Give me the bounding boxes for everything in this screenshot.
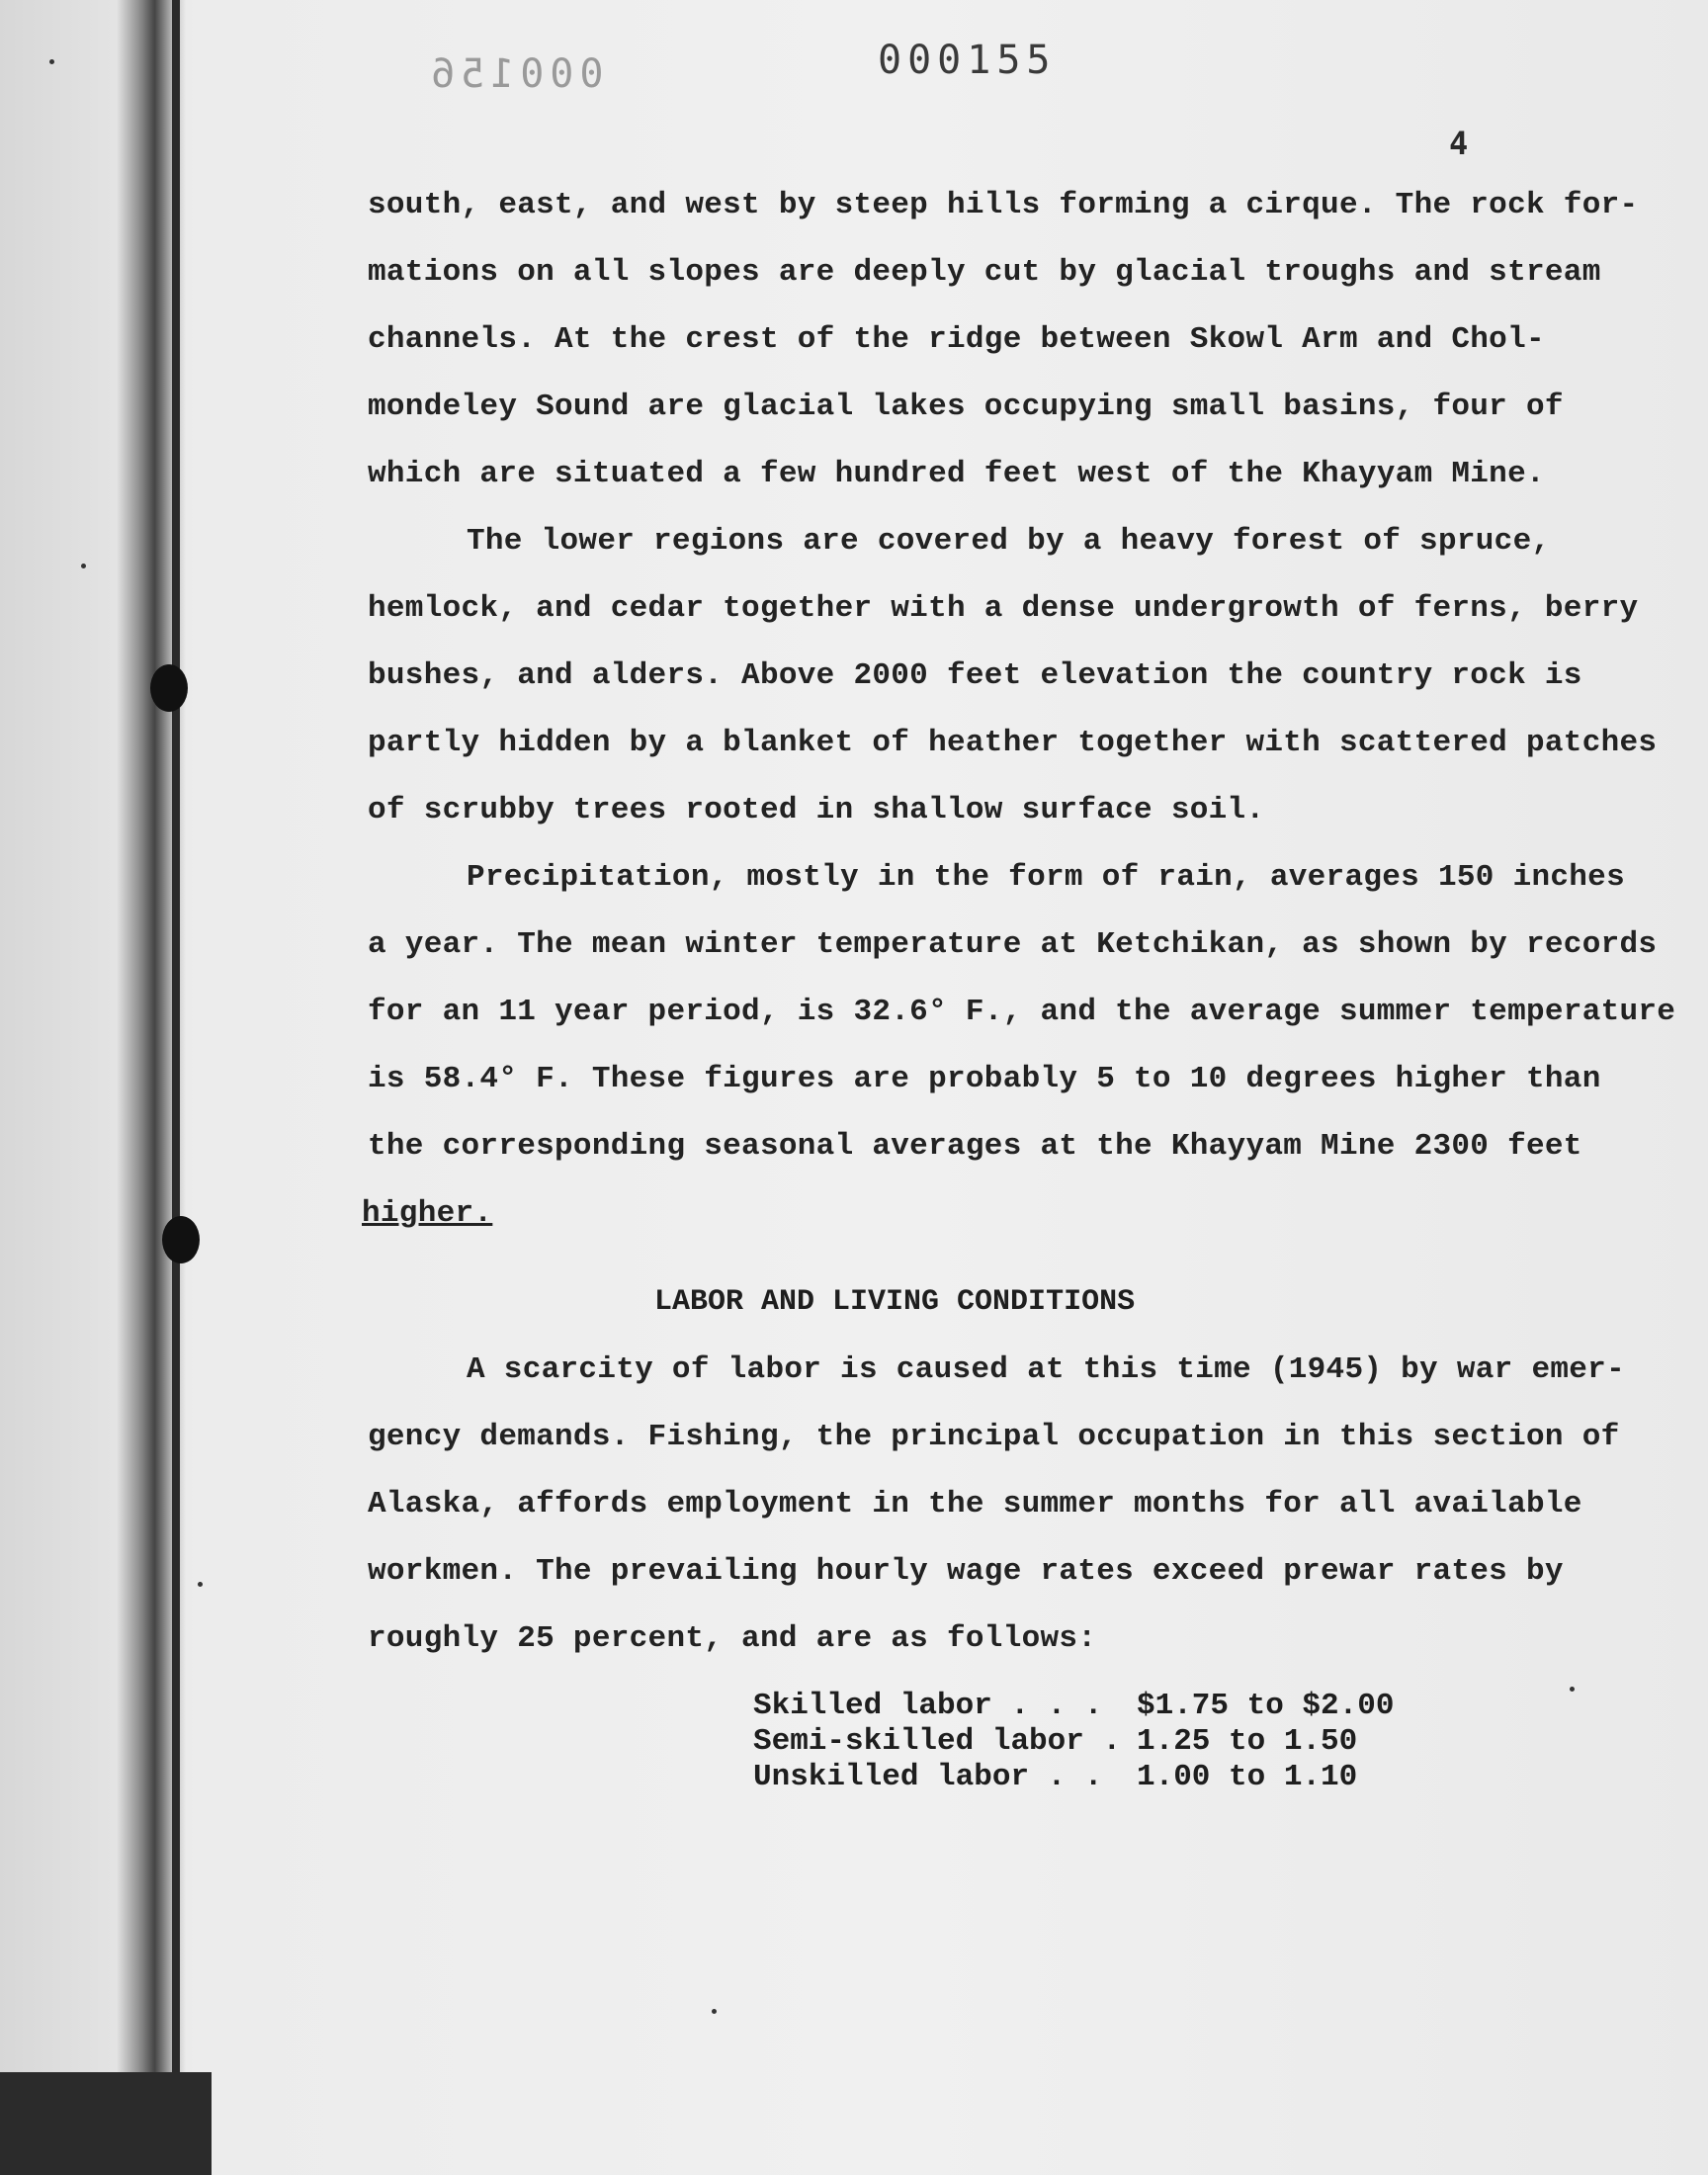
text-line: mations on all slopes are deeply cut by glacial troughs and stream [368, 255, 1601, 290]
text-line: roughly 25 percent, and are as follows: [368, 1621, 1097, 1656]
text-line: the corresponding seasonal averages at the Khayyam Mine 2300 feet [368, 1129, 1582, 1164]
speck [712, 2009, 717, 2014]
wage-label: Skilled labor . . . [753, 1689, 1103, 1723]
text-line: workmen. The prevailing hourly wage rates exceed prewar rates by [368, 1554, 1564, 1589]
wage-label: Unskilled labor . . [753, 1760, 1103, 1794]
text-line: higher. [362, 1196, 493, 1231]
page-number: 4 [1449, 125, 1469, 162]
binder-bottom-edge [0, 2072, 212, 2175]
section-heading: LABOR AND LIVING CONDITIONS [654, 1285, 1136, 1319]
text-line: south, east, and west by steep hills forming a cirque. The rock for- [368, 188, 1639, 222]
text-line: of scrubby trees rooted in shallow surface soil. [368, 793, 1265, 827]
speck [81, 564, 86, 568]
wage-value: 1.25 to 1.50 [1137, 1724, 1358, 1759]
text-line: a year. The mean winter temperature at Ketchikan, as shown by records [368, 927, 1658, 962]
wage-value: $1.75 to $2.00 [1137, 1689, 1395, 1723]
bates-number: 000155 [878, 38, 1057, 83]
faint-bates-number: 000156 [425, 51, 604, 97]
text-line: partly hidden by a blanket of heather together with scattered patches [368, 726, 1658, 760]
text-line: Alaska, affords employment in the summer months for all available [368, 1487, 1582, 1522]
text-line: is 58.4° F. These figures are probably 5 to 10 degrees higher than [368, 1062, 1601, 1096]
speck [49, 59, 54, 64]
text-line: mondeley Sound are glacial lakes occupying small basins, four of [368, 390, 1564, 424]
speck [198, 1582, 203, 1587]
text-line: The lower regions are covered by a heavy forest of spruce, [467, 524, 1551, 559]
punch-hole-icon [162, 1216, 200, 1263]
text-line: A scarcity of labor is caused at this time (1945) by war emer- [467, 1352, 1625, 1387]
text-line: which are situated a few hundred feet west of the Khayyam Mine. [368, 457, 1545, 491]
text-line: bushes, and alders. Above 2000 feet elevation the country rock is [368, 658, 1582, 693]
punch-hole-icon [150, 664, 188, 712]
text-line: for an 11 year period, is 32.6° F., and the average summer temperature [368, 995, 1676, 1029]
wage-label: Semi-skilled labor . [753, 1724, 1122, 1759]
speck [1570, 1687, 1575, 1692]
text-line: channels. At the crest of the ridge between Skowl Arm and Chol- [368, 322, 1545, 357]
text-line: hemlock, and cedar together with a dense undergrowth of ferns, berry [368, 591, 1639, 626]
wage-value: 1.00 to 1.10 [1137, 1760, 1358, 1794]
text-line: gency demands. Fishing, the principal occupation in this section of [368, 1420, 1620, 1454]
binder-spine-line [172, 0, 180, 2106]
text-line: Precipitation, mostly in the form of rain, averages 150 inches [467, 860, 1625, 895]
